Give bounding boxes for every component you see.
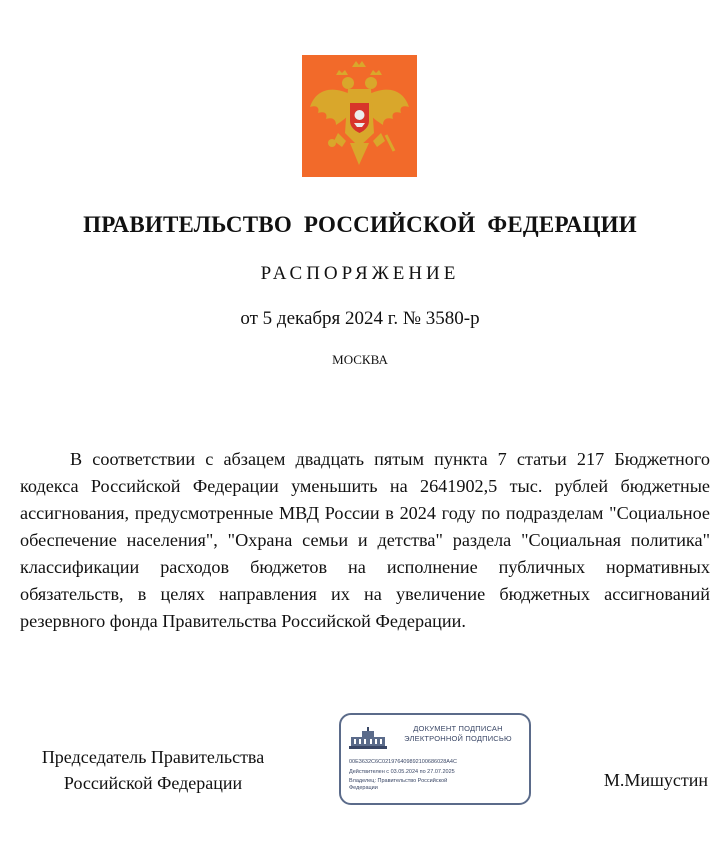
russian-coat-of-arms-icon (302, 55, 417, 177)
stamp-title-line1: ДОКУМЕНТ ПОДПИСАН (413, 724, 503, 733)
government-building-icon (349, 727, 387, 749)
coat-of-arms-emblem (302, 55, 417, 177)
signer-position-line1: Председатель Правительства (41, 747, 265, 767)
document-city: МОСКВА (332, 352, 388, 367)
stamp-title (393, 724, 523, 744)
stamp-title-line2: ЭЛЕКТРОННОЙ ПОДПИСЬЮ (404, 734, 512, 743)
stamp-owner-line1: Владелец: Правительство Российской (349, 778, 448, 784)
stamp-owner-line2: Федерации (349, 785, 378, 791)
decree-body-text: В соответствии с абзацем двадцать пятым пункта 7 статьи 217 Бюджетного кодекса Российской Федерации уменьшить на 2641902,5 тыс. рублей бюджетные ассигнования, предусмотренные МВД России в 2024 году по подразделам "Социальное обеспечение населения", "Охрана семьи и детства" раздела "Социальная политика" классификации расходов бюджетов на исполнение публичных нормативных обязательств, в целях направления их на увеличение бюджетных ассигнований резервного фонда Правительства Российской Федерации. (20, 449, 710, 631)
issuer-title: ПРАВИТЕЛЬСТВО РОССИЙСКОЙ ФЕДЕРАЦИИ (83, 212, 637, 237)
signer-name: М.Мишустин (603, 770, 708, 790)
signer-position-line2: Российской Федерации (63, 773, 243, 793)
stamp-validity: Действителен с 03.05.2024 по 27.07.2025 (349, 769, 455, 775)
stamp-certificate: 00E3632C6C021976409892100686028A4C (349, 759, 457, 765)
electronic-signature-stamp (339, 713, 531, 805)
signer-position (18, 744, 288, 796)
document-type: РАСПОРЯЖЕНИЕ (260, 263, 460, 284)
document-date-number: от 5 декабря 2024 г. № 3580-р (240, 308, 480, 329)
